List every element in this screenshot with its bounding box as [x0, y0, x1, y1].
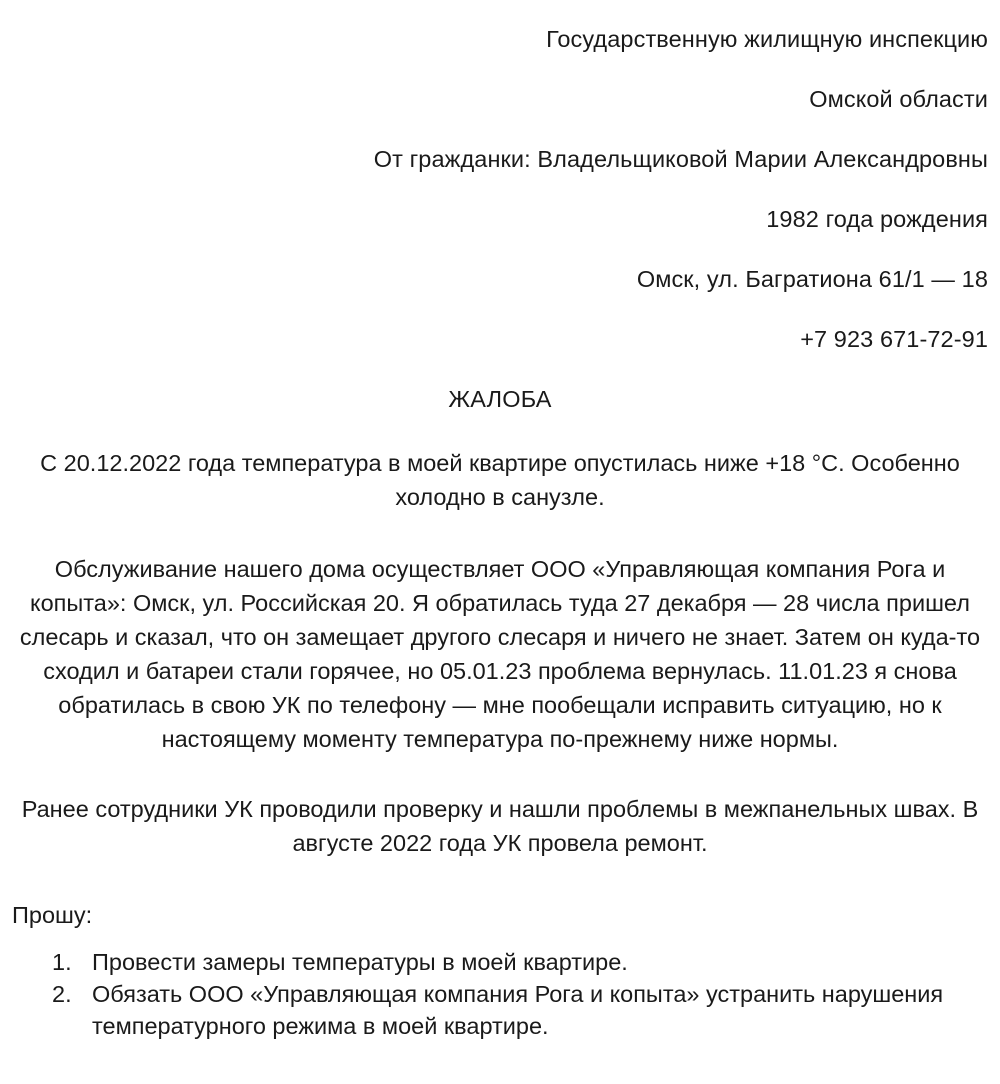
document-title: ЖАЛОБА: [448, 386, 552, 412]
list-item-marker: 1.: [52, 949, 72, 975]
list-item-label: Обязать ООО «Управляющая компания Рога и копыта» устранить нарушения температурного режима в моей квартире.: [92, 981, 944, 1039]
request-list: [12, 946, 988, 1042]
list-item-label: Провести замеры температуры в моей квартире.: [92, 949, 628, 975]
paragraph-management-company-history: Обслуживание нашего дома осуществляет ООО «Управляющая компания Рога и копыта»: Омск, ул. Российская 20. Я обратилась туда 27 декабря — 28 числа пришел слесарь и сказал, что он замещает другого слесаря и ничего не знает. Затем он куда-то сходил и батареи стали горячее, но 05.01.23 проблема вернулась. 11.01.23 я снова обратилась в свою УК по телефону — мне пообещали исправить ситуацию, но к настоящему моменту температура по-прежнему ниже нормы.: [19, 556, 981, 752]
addressee-line-applicant-name: От гражданки: Владельщиковой Марии Александровны: [373, 146, 988, 172]
addressee-line-region: Омской области: [809, 86, 988, 112]
request-lead-in: Прошу:: [12, 902, 93, 928]
addressee-line-authority: Государственную жилищную инспекцию: [546, 26, 988, 52]
addressee-line-phone: +7 923 671-72-91: [800, 326, 988, 352]
paragraph-previous-inspection: Ранее сотрудники УК проводили проверку и нашли проблемы в межпанельных швах. В августе 2022 года УК провела ремонт.: [21, 796, 979, 856]
addressee-line-address: Омск, ул. Багратиона 61/1 — 18: [636, 266, 988, 292]
list-item: [12, 978, 988, 1042]
paragraph-temperature-complaint: С 20.12.2022 года температура в моей квартире опустилась ниже +18 °C. Особенно холодно в санузле.: [40, 450, 960, 510]
list-item: [12, 946, 988, 978]
addressee-block: [12, 0, 988, 354]
list-item-marker: 2.: [52, 981, 72, 1007]
addressee-line-birth-year: 1982 года рождения: [766, 206, 988, 232]
